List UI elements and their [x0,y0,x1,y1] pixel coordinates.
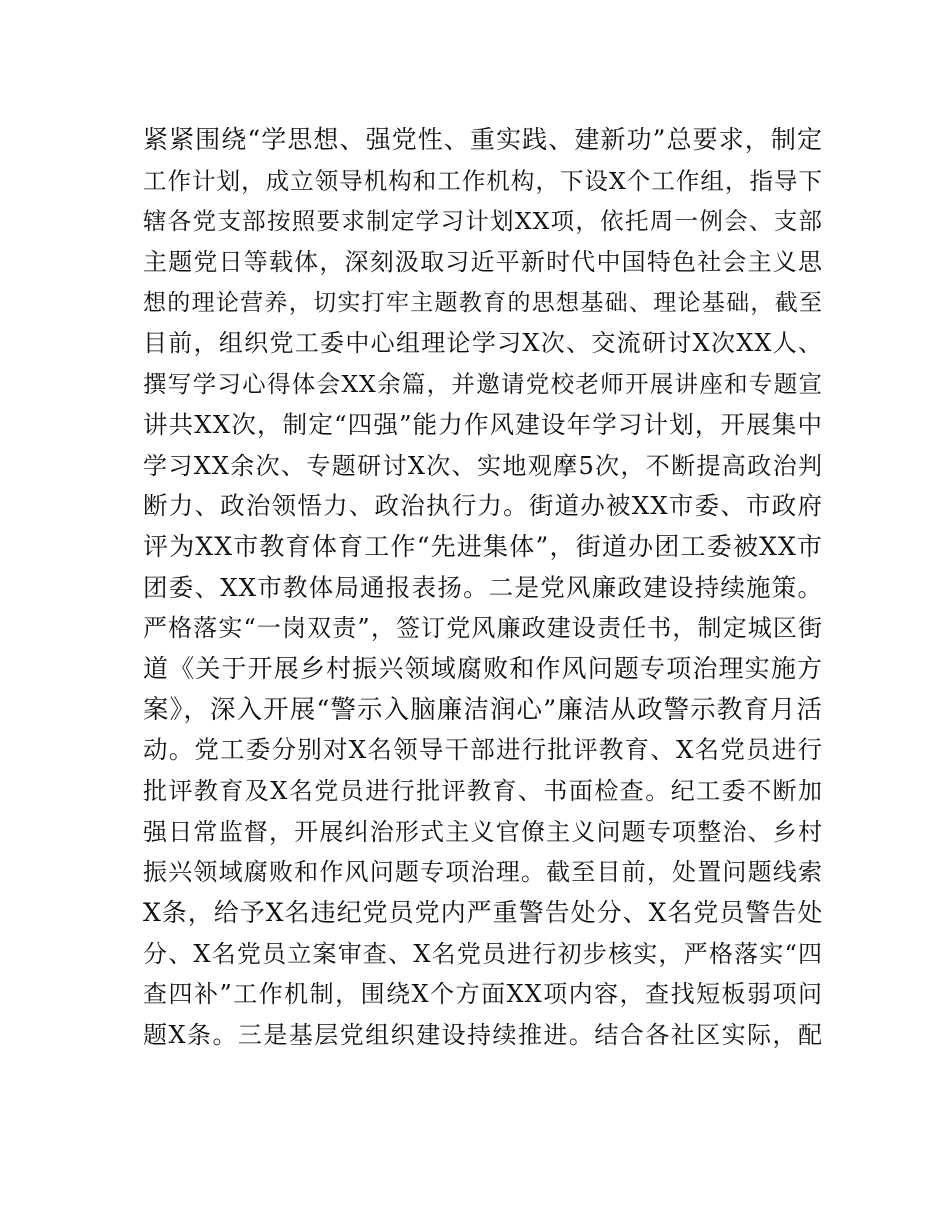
text-line: 动。党工委分别对X名领导干部进行批评教育、X名党员进行 [143,735,823,765]
text-line: 评为XX市教育体育工作“先进集体”，街道办团工委被XX市 [143,531,823,561]
text-line: 查四补”工作机制，围绕X个方面XX项内容，查找短板弱项问 [143,980,823,1009]
text-line: 批评教育及X名党员进行批评教育、书面检查。纪工委不断加 [143,777,823,805]
text-line: 分、X名党员立案审查、X名党员进行初步核实，严格落实“四 [143,939,823,968]
text-line: 讲共XX次，制定“四强”能力作风建设年学习计划，开展集中 [143,409,823,439]
text-line: X条，给予X名违纪党员党内严重警告处分、X名党员警告处 [143,898,824,928]
text-line: 目前，组织党工委中心组理论学习X次、交流研讨X次XX人、 [143,329,823,358]
text-line: 强日常监督，开展纠治形式主义官僚主义问题专项整治、乡村 [143,817,823,846]
text-line: 辖各党支部按照要求制定学习计划XX项，依托周一例会、支部 [143,207,823,236]
text-line: 学习XX余次、专题研讨X次、实地观摩5次，不断提高政治判 [143,451,823,480]
text-line: 振兴领域腐败和作风问题专项治理。截至目前，处置问题线索 [143,858,823,887]
text-line: 紧紧围绕“学思想、强党性、重实践、建新功”总要求，制定 [143,125,823,154]
body-text [143,120,823,1056]
text-line: 工作计划，成立领导机构和工作机构，下设X个工作组，指导下 [143,166,823,195]
text-line: 团委、XX市教体局通报表扬。二是党风廉政建设持续施策。 [143,572,823,602]
text-line: 题X条。三是基层党组织建设持续推进。结合各社区实际，配 [143,1021,823,1050]
text-line: 想的理论营养，切实打牢主题教育的思想基础、理论基础，截至 [143,289,823,316]
text-line: 断力、政治领悟力、政治执行力。街道办被XX市委、市政府 [143,491,823,521]
text-line: 道《关于开展乡村振兴领域腐败和作风问题专项治理实施方 [143,653,823,683]
text-line: 主题党日等载体，深刻汲取习近平新时代中国特色社会主义思 [143,248,823,277]
text-line: 严格落实“一岗双责”，签订党风廉政建设责任书，制定城区街 [143,614,823,643]
text-line: 案》，深入开展“警示入脑廉洁润心”廉洁从政警示教育月活 [143,694,823,725]
text-line: 撰写学习心得体会XX余篇，并邀请党校老师开展讲座和专题宣 [143,370,823,399]
